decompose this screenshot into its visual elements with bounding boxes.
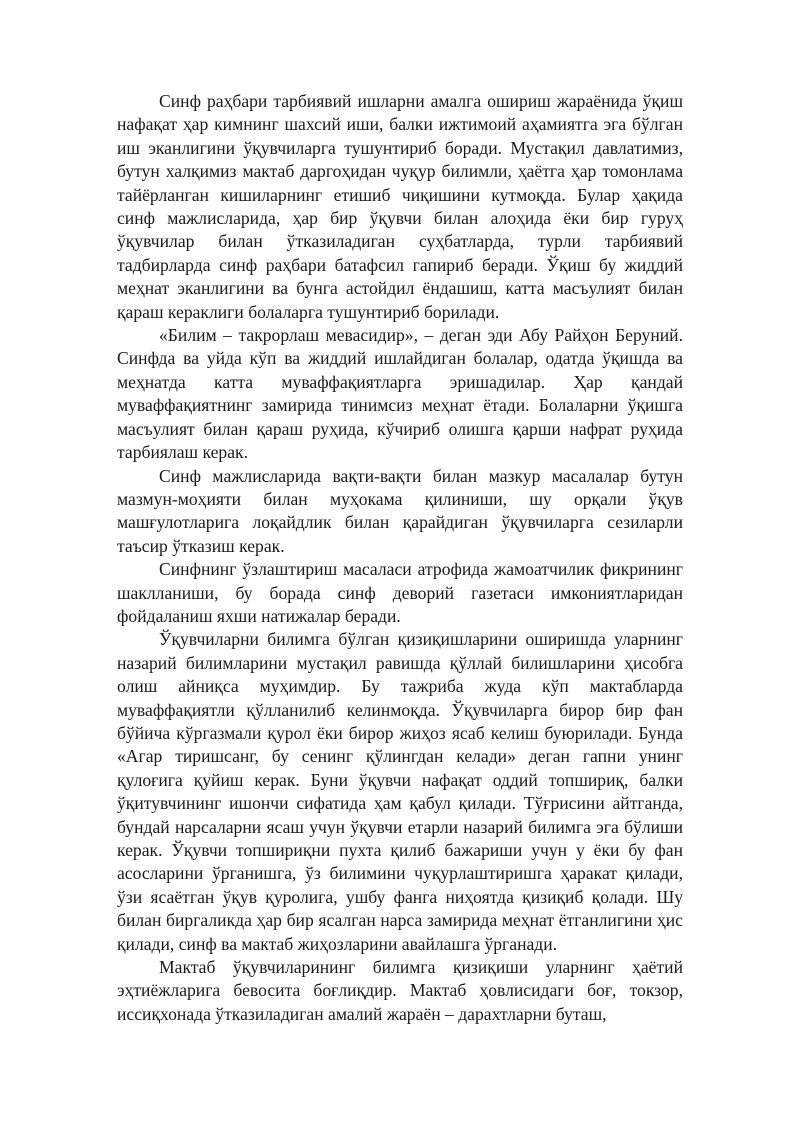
paragraph-4: Синфнинг ўзлаштириш масаласи атрофида жамоатчилик фикрининг шаклланиши, бу борада синф деворий газетаси имкониятларидан фойдаланиш яхши натижалар беради. [117,559,683,626]
document-page [117,90,683,1026]
paragraph-2: «Билим – такрорлаш мевасидир», – деган эди Абу Райҳон Беруний. Синфда ва уйда кўп ва жиддий ишлайдиган болалар, одатда ўқишда ва меҳнатда катта муваффақиятларга эришадилар. Ҳар қандай муваффақиятнинг замирида тинимсиз меҳнат ётади. Болаларни ўқишга масъулият билан қараш руҳида, кўчириб олишга қарши нафрат руҳида тарбиялаш керак. [117,325,683,463]
paragraph-6: Мактаб ўқувчиларининг билимга қизиқиши уларнинг ҳаётий эҳтиёжларига бевосита боғлиқдир. Мактаб ҳовлисидаги боғ, токзор, иссиқхонада ўтказиладиган амалий жараён – дарахтларни буташ, [117,957,683,1024]
paragraph-5: Ўқувчиларни билимга бўлган қизиқишларини оширишда уларнинг назарий билимларини мустақил равишда қўллай билишларини ҳисобга олиш айниқса муҳимдир. Бу тажриба жуда кўп мактабларда муваффақиятли қўлланилиб келинмоқда. Ўқувчиларга бирор бир фан бўйича кўргазмали қурол ёки бирор жиҳоз ясаб келиш буюрилади. Бунда «Агар тиришсанг, бу сенинг қўлингдан келади» деган гапни унинг қулоғига қуйиш керак. Буни ўқувчи нафақат оддий топшириқ, балки ўқитувчининг ишончи сифатида ҳам қабул қилади. Тўғрисини айтганда, бундай нарсаларни ясаш учун ўқувчи етарли назарий билимга эга бўлиши керак. Ўқувчи топшириқни пухта қилиб бажариши учун у ёки бу фан асосларини ўрганишга, ўз билимини чуқурлаштиришга ҳаракат қилади, ўзи ясаётган ўқув қуролига, ушбу фанга ниҳоятда қизиқиб қолади. Шу билан биргаликда ҳар бир ясалган нарса замирида меҳнат ётганлигини ҳис қилади, синф ва мактаб жиҳозларини авайлашга ўрганади. [117,629,683,954]
paragraph-3: Синф мажлисларида вақти-вақти билан мазкур масалалар бутун мазмун-моҳияти билан муҳокама қилиниши, шу орқали ўқув машғулотларига лоқайдлик билан қарайдиган ўқувчиларга сезиларли таъсир ўтказиш керак. [117,465,683,556]
paragraph-1: Синф раҳбари тарбиявий ишларни амалга ошириш жараёнида ўқиш нафақат ҳар кимнинг шахсий иши, балки ижтимоий аҳамиятга эга бўлган иш эканлигини ўқувчиларга тушунтириб боради. Мустақил давлатимиз, бутун халқимиз мактаб даргоҳидан чуқур билимли, ҳаётга ҳар томонлама тайёрланган кишиларнинг етишиб чиқишини кутмоқда. Булар ҳақида синф мажлисларида, ҳар бир ўқувчи билан алоҳида ёки бир гуруҳ ўқувчилар билан ўтказиладиган суҳбатларда, турли тарбиявий тадбирларда синф раҳбари батафсил гапириб беради. Ўқиш бу жиддий меҳнат эканлигини ва бунга астойдил ёндашиш, катта масъулият билан қараш кераклиги болаларга тушунтириб борилади. [117,91,683,322]
